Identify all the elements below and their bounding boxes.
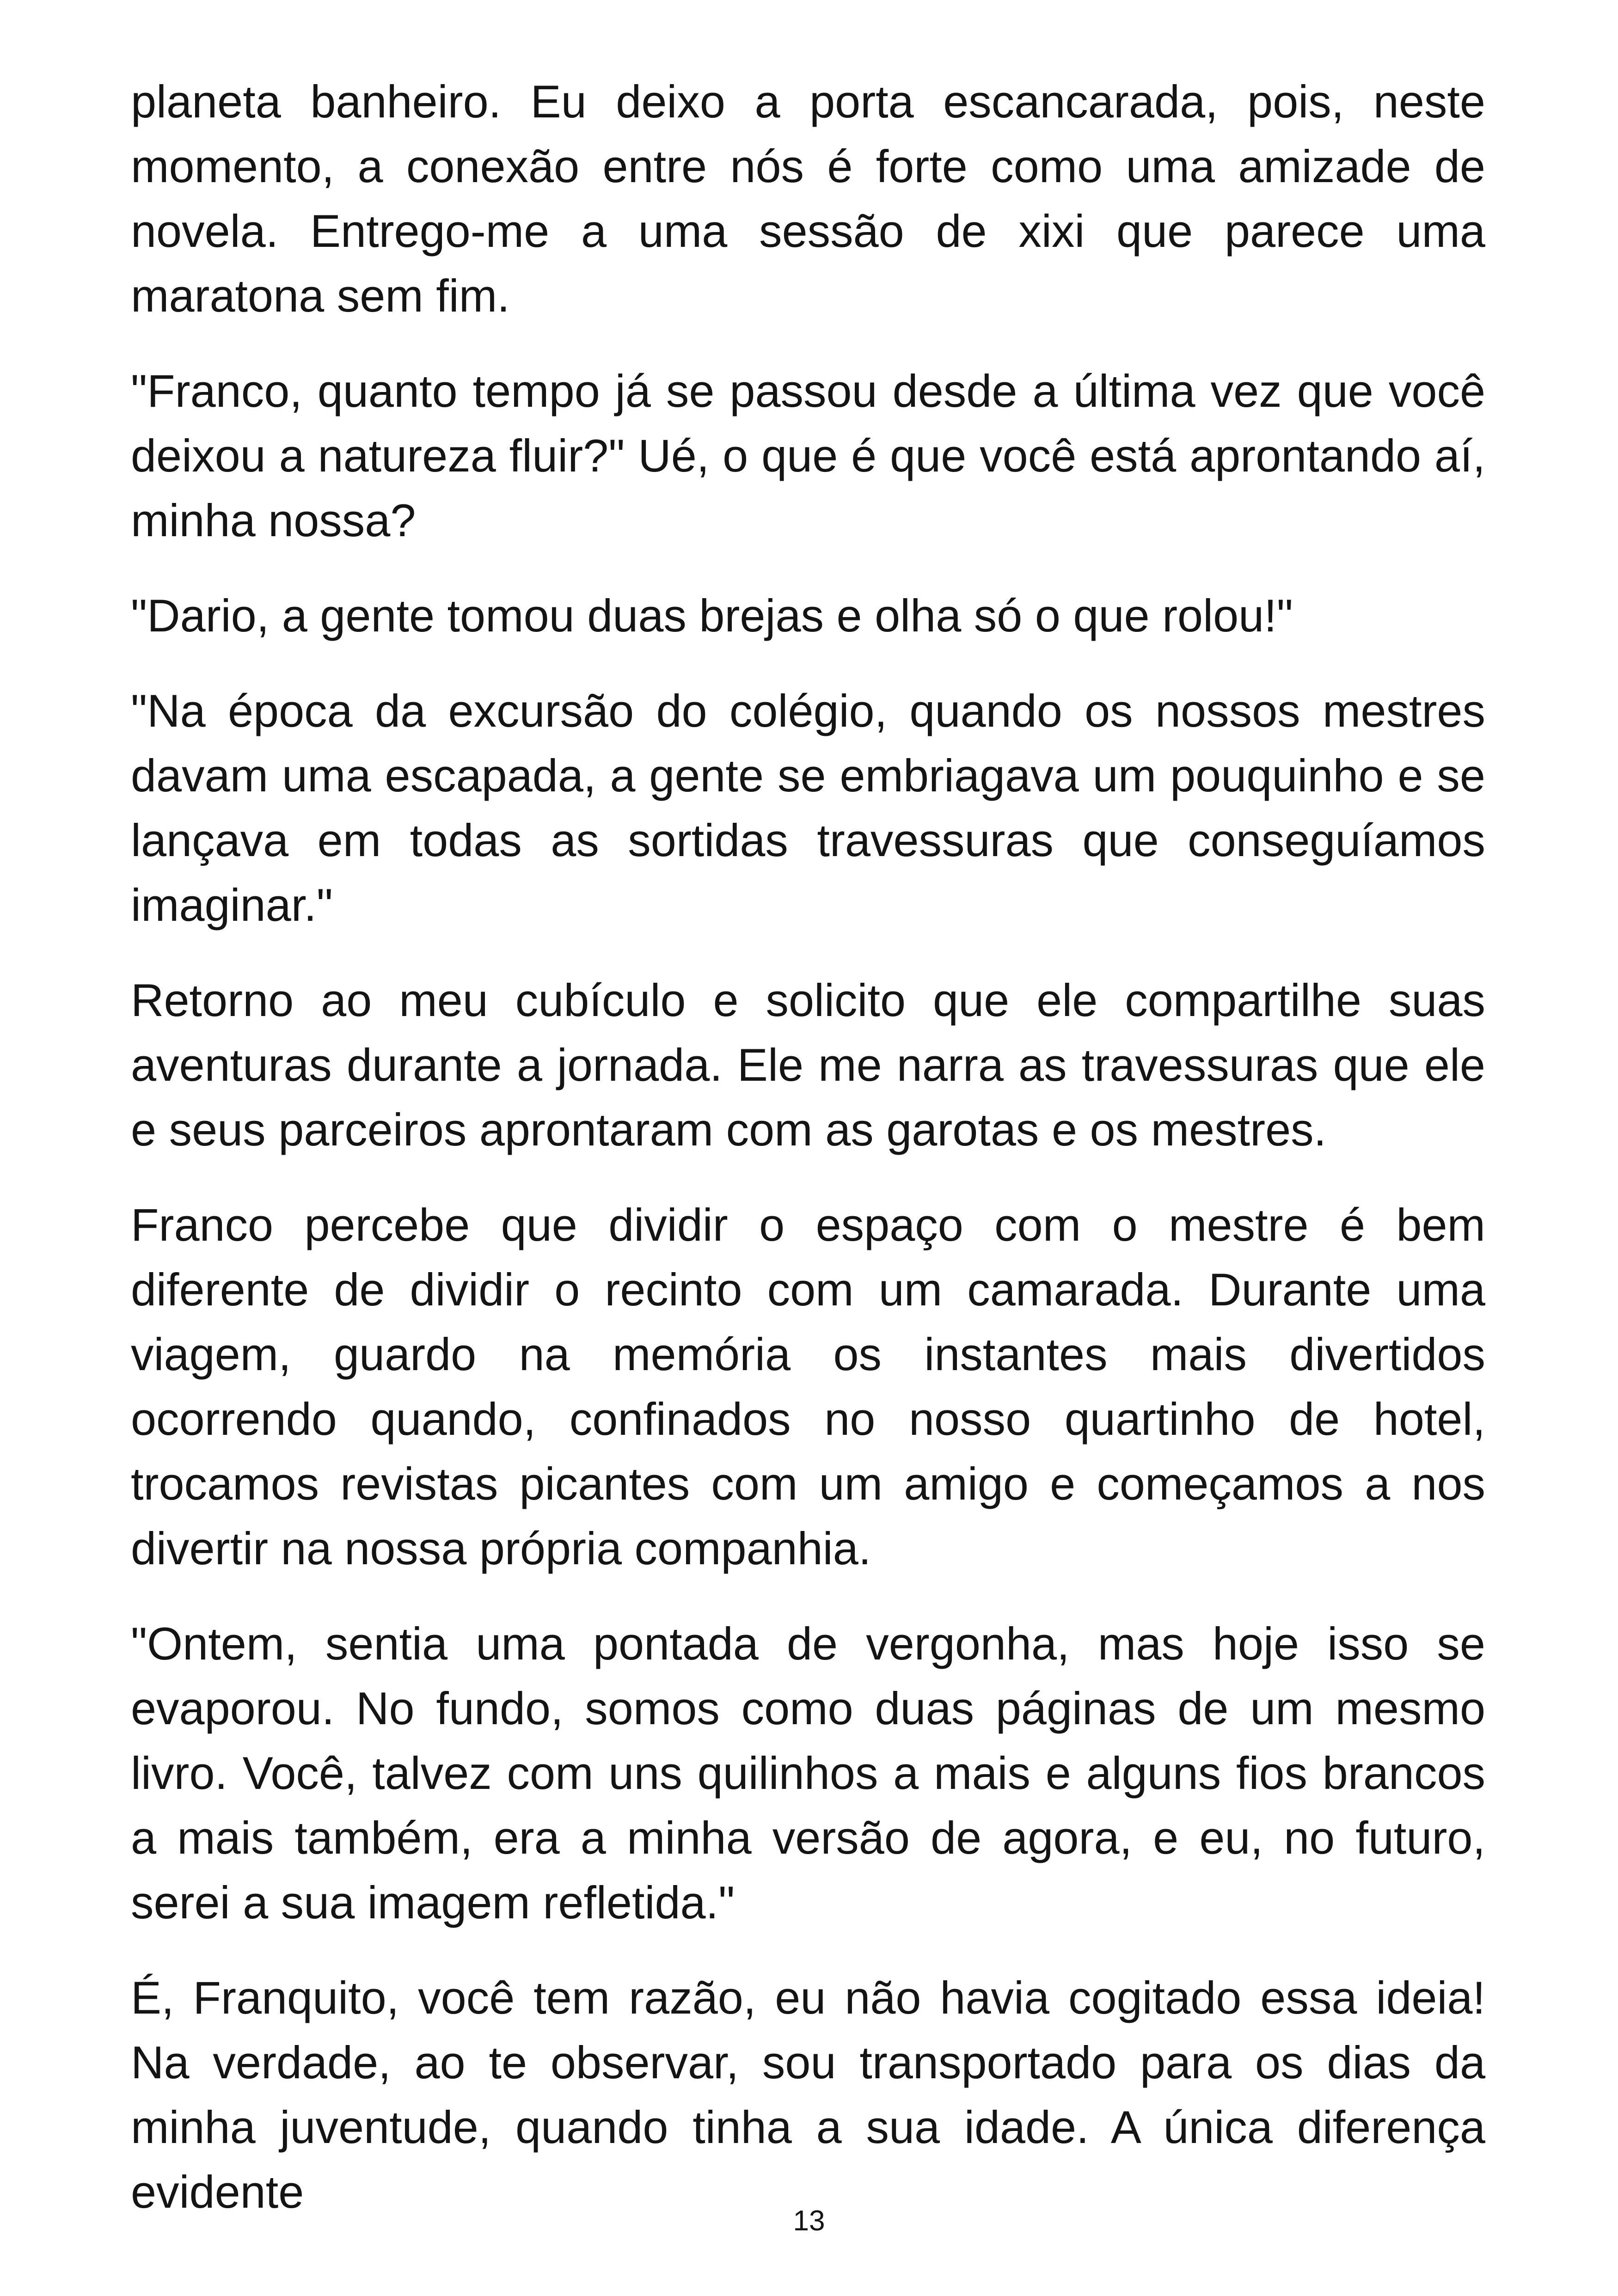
paragraph-7: "Ontem, sentia uma pontada de vergonha, mas hoje isso se evaporou. No fundo, somos como duas páginas de um mesmo livro. Você, talvez com uns quilinhos a mais e alguns fios brancos a mais também, era a minha versão de agora, e eu, no futuro, serei a sua imagem refletida." [131,1618,1485,1928]
page-number: 13 [793,2205,825,2237]
paragraph-4: "Na época da excursão do colégio, quando os nossos mestres davam uma escapada, a gente se embriagava um pouquinho e se lançava em todas as sortidas travessuras que conseguíamos imaginar." [131,685,1485,931]
paragraph-3: "Dario, a gente tomou duas brejas e olha só o que rolou!" [131,590,1293,641]
page-body-text [131,69,1485,2255]
paragraph-1: planeta banheiro. Eu deixo a porta escancarada, pois, neste momento, a conexão entre nós é forte como uma amizade de novela. Entrego-me a uma sessão de xixi que parece uma maratona sem fim. [131,76,1485,321]
paragraph-8: É, Franquito, você tem razão, eu não havia cogitado essa ideia! Na verdade, ao te observar, sou transportado para os dias da minha juventude, quando tinha a sua idade. A única diferença evidente [131,1972,1485,2217]
paragraph-2: "Franco, quanto tempo já se passou desde a última vez que você deixou a natureza fluir?" Ué, o que é que você está aprontando aí, minha nossa? [131,365,1485,546]
paragraph-6: Franco percebe que dividir o espaço com o mestre é bem diferente de dividir o recinto com um camarada. Durante uma viagem, guardo na memória os instantes mais divertidos ocorrendo quando, confinados no nosso quartinho de hotel, trocamos revistas picantes com um amigo e começamos a nos divertir na nossa própria companhia. [131,1199,1485,1574]
paragraph-5: Retorno ao meu cubículo e solicito que ele compartilhe suas aventuras durante a jornada. Ele me narra as travessuras que ele e seus parceiros aprontaram com as garotas e os mestres. [131,974,1485,1155]
